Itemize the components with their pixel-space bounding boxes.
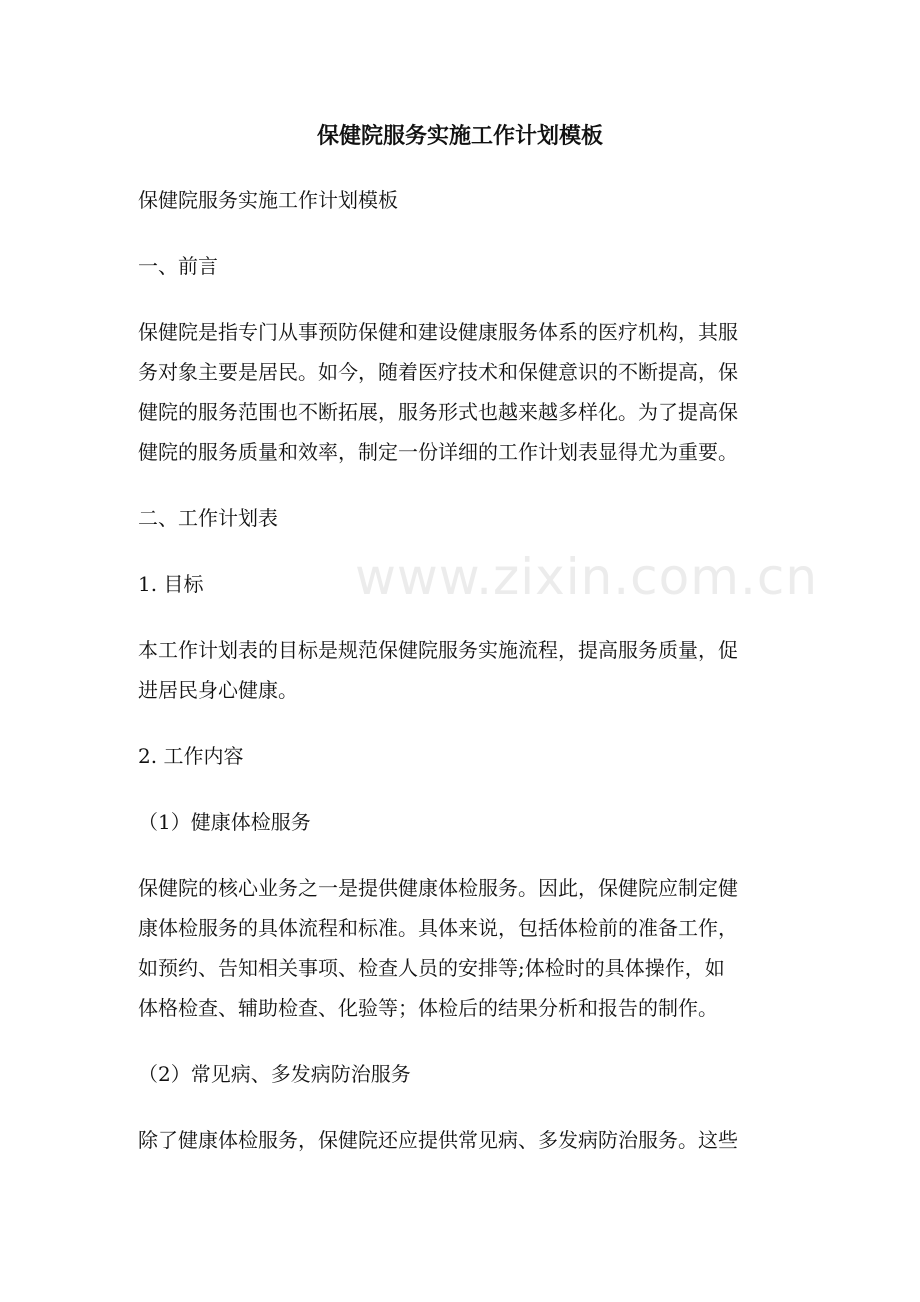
subheading-disease-prevention: （2）常见病、多发病防治服务	[138, 1062, 411, 1086]
paragraph-line: 进居民身心健康。	[138, 678, 298, 702]
paragraph-line: 健院的服务质量和效率，制定一份详细的工作计划表显得尤为重要。	[138, 440, 738, 464]
paragraph-line: 如预约、告知相关事项、检查人员的安排等;体检时的具体操作，如	[138, 956, 725, 980]
paragraph-goal	[138, 630, 798, 710]
paragraph-line: 保健院的核心业务之一是提供健康体检服务。因此，保健院应制定健	[138, 876, 738, 900]
paragraph-health-checkup	[138, 868, 798, 1028]
paragraph-line: 体格检查、辅助检查、化验等；体检后的结果分析和报告的制作。	[138, 996, 718, 1020]
paragraph-line: 本工作计划表的目标是规范保健院服务实施流程，提高服务质量，促	[138, 638, 738, 662]
document-body	[138, 180, 798, 1160]
paragraph-line: 健院的服务范围也不断拓展，服务形式也越来越多样化。为了提高保	[138, 400, 738, 424]
paragraph-line: 务对象主要是居民。如今，随着医疗技术和保健意识的不断提高，保	[138, 360, 738, 384]
document-title: 保健院服务实施工作计划模板	[316, 123, 603, 149]
subheading-goal: 1. 目标	[138, 572, 204, 596]
paragraph-line: 康体检服务的具体流程和标准。具体来说，包括体检前的准备工作，	[138, 916, 738, 940]
watermark: www.zixin.com.cn	[355, 548, 819, 606]
paragraph-line: 保健院是指专门从事预防保健和建设健康服务体系的医疗机构，其服	[138, 320, 738, 344]
section-heading-work-plan: 二、工作计划表	[138, 506, 278, 530]
paragraph-line: 除了健康体检服务，保健院还应提供常见病、多发病防治服务。这些	[138, 1128, 738, 1152]
section-heading-preface: 一、前言	[138, 254, 218, 278]
paragraph-disease-prevention	[138, 1120, 798, 1160]
paragraph-preface	[138, 312, 798, 472]
subheading-work-content: 2. 工作内容	[138, 744, 244, 768]
subheading-health-checkup: （1）健康体检服务	[138, 810, 311, 834]
subtitle: 保健院服务实施工作计划模板	[138, 188, 398, 212]
